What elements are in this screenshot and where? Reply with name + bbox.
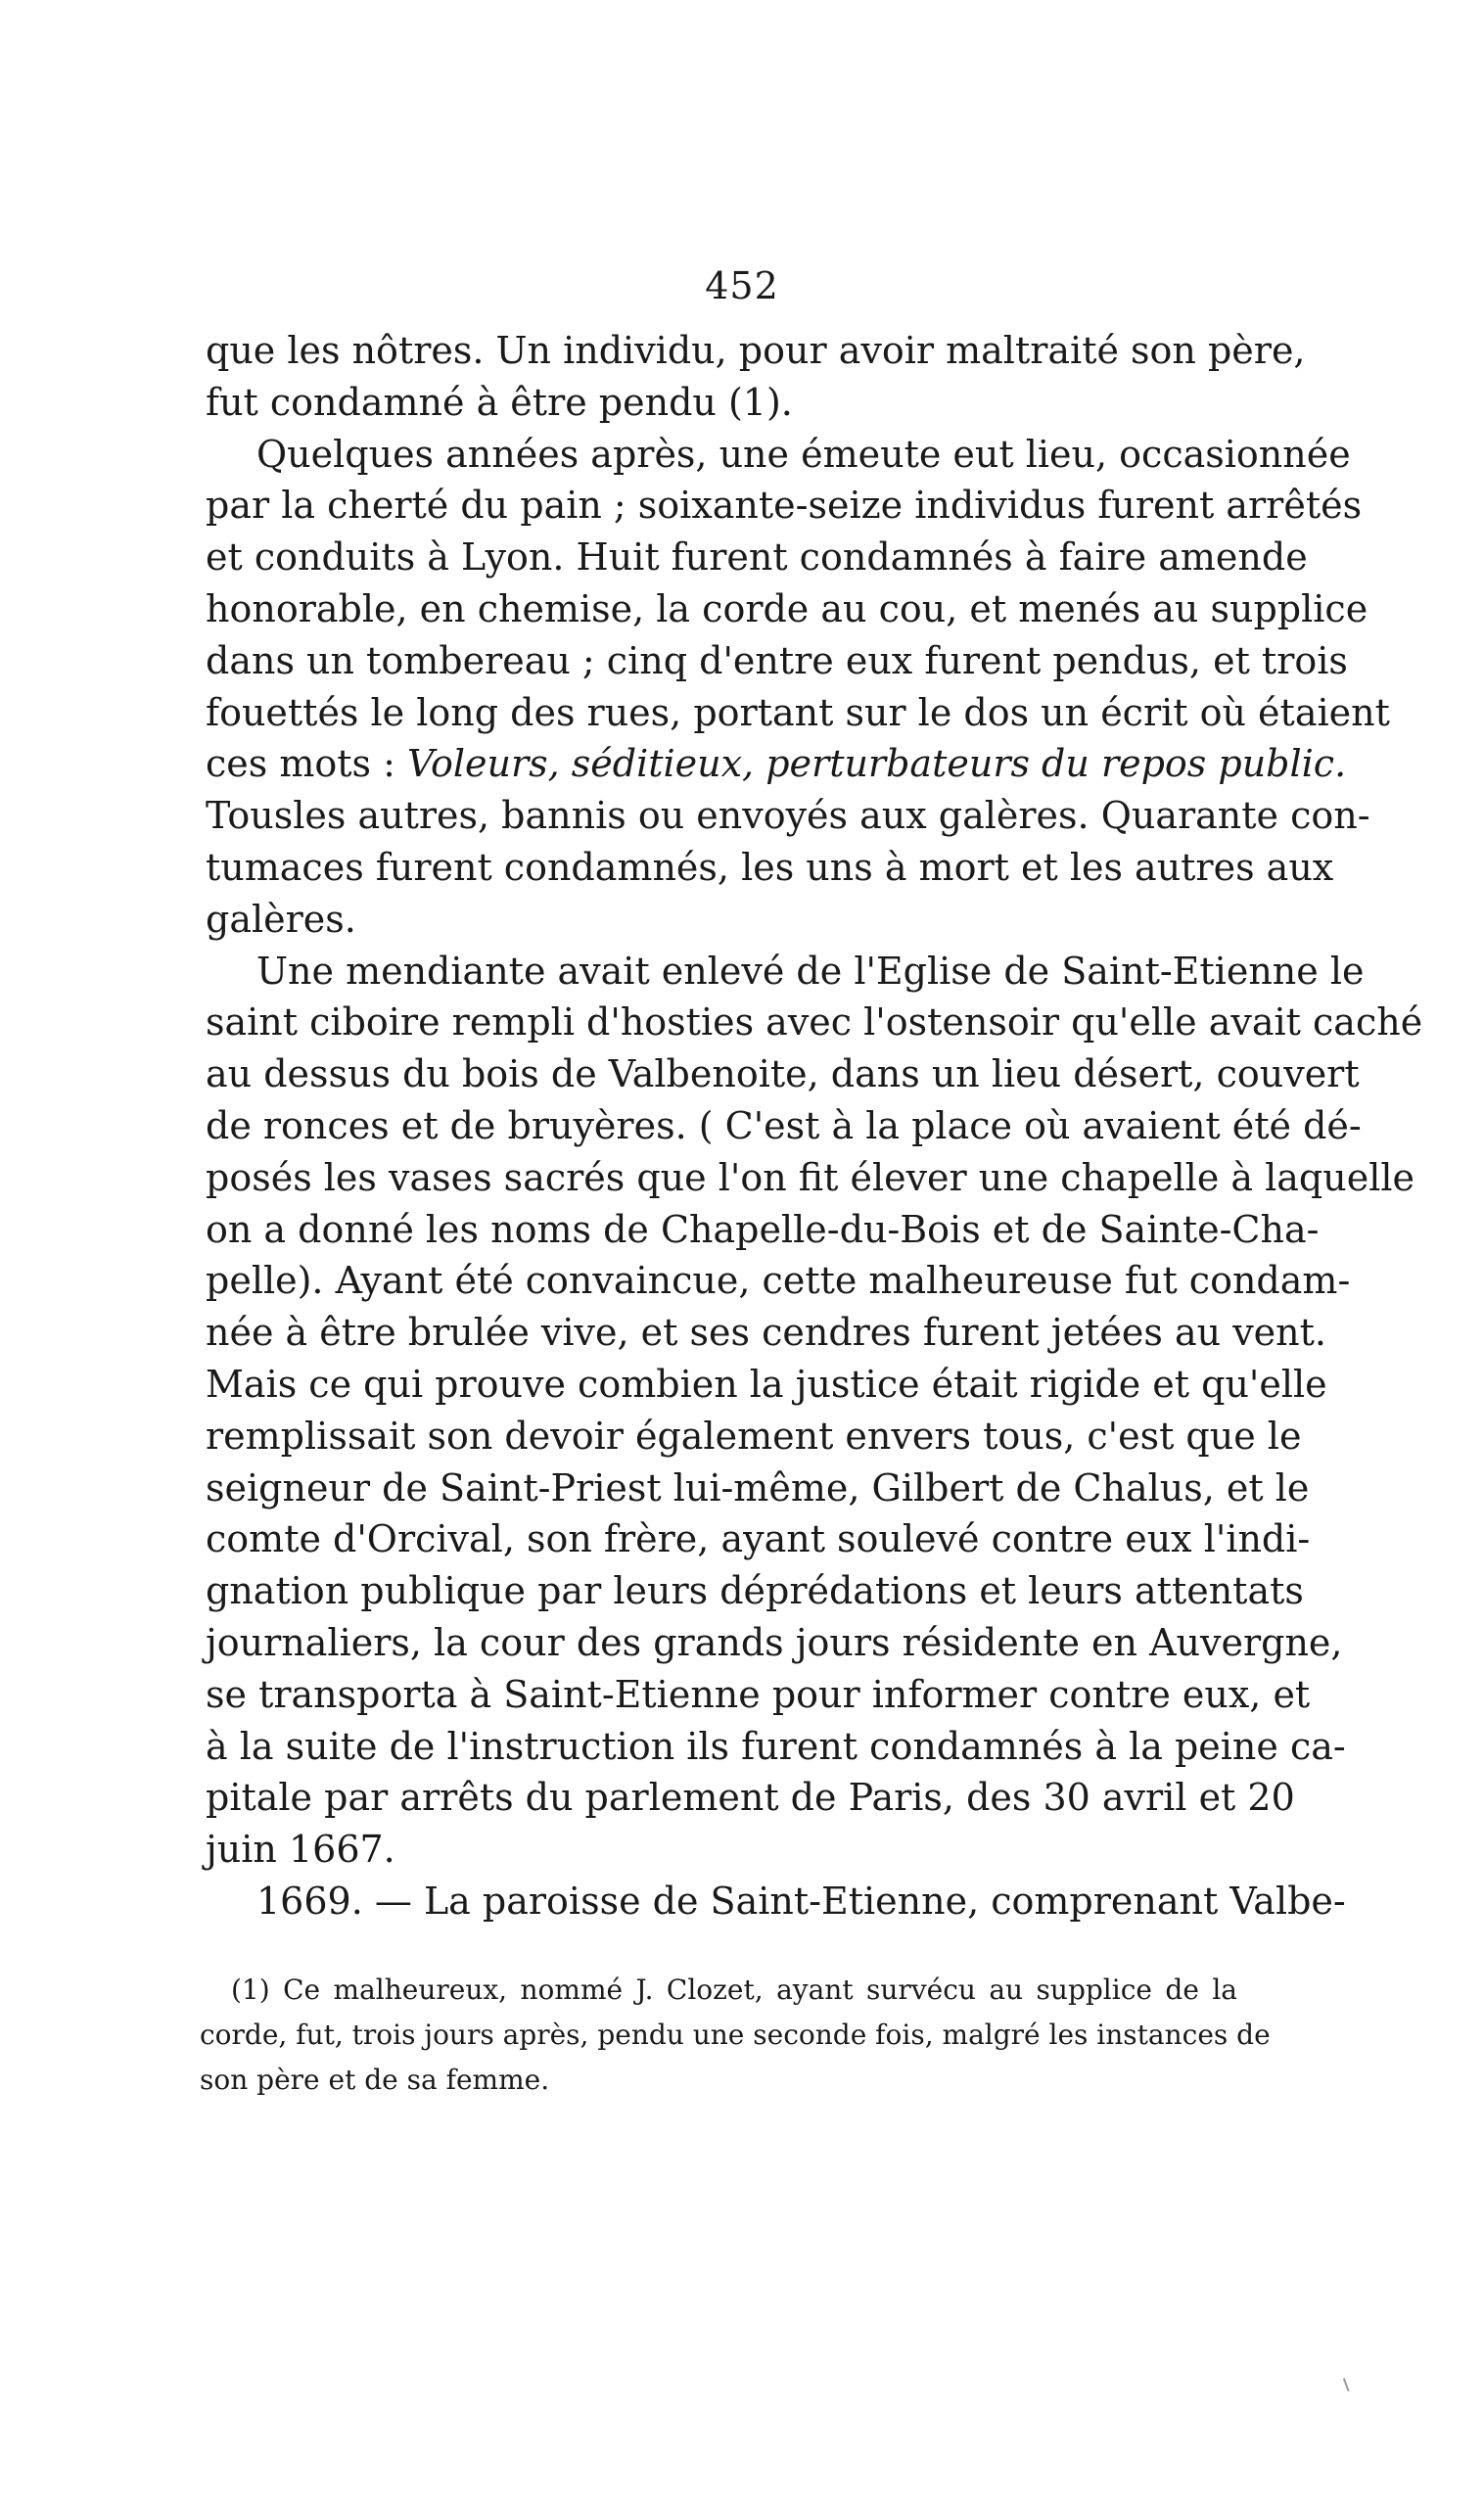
text-line-lead: ces mots : — [206, 742, 407, 786]
text-line: journaliers, la cour des grands jours résidente en Auvergne, — [206, 1620, 1343, 1664]
text-line: pelle). Ayant été convaincue, cette malheureuse fut condam- — [206, 1259, 1351, 1303]
text-line: saint ciboire rempli d'hosties avec l'ostensoir qu'elle avait caché — [206, 1000, 1423, 1045]
text-line: 1669. — La paroisse de Saint-Etienne, comprenant Valbe- — [256, 1879, 1346, 1923]
text-line: fouettés le long des rues, portant sur le dos un écrit où étaient — [206, 690, 1390, 734]
text-line: se transporta à Saint-Etienne pour informer contre eux, et — [206, 1672, 1311, 1716]
footnote-line: corde, fut, trois jours après, pendu une seconde fois, malgré les instances de — [200, 2019, 1271, 2051]
text-line: que les nôtres. Un individu, pour avoir maltraité son père, — [206, 329, 1306, 372]
text-line: fut condamné à être pendu (1). — [206, 380, 793, 424]
text-line: à la suite de l'instruction ils furent condamnés à la peine ca- — [206, 1724, 1346, 1768]
text-line: honorable, en chemise, la corde au cou, et menés au supplice — [206, 586, 1368, 630]
text-line: née à être brulée vive, et ses cendres furent jetées au vent. — [206, 1311, 1326, 1355]
text-line: juin 1667. — [206, 1828, 395, 1872]
text-line — [206, 738, 1347, 790]
text-line: gnation publique par leurs déprédations et leurs attentats — [206, 1569, 1304, 1613]
text-line: et conduits à Lyon. Huit furent condamnés à faire amende — [206, 535, 1308, 580]
main-text — [206, 325, 1423, 1927]
italic-quote: Voleurs, séditieux, perturbateurs du repos public. — [407, 742, 1347, 786]
text-line: remplissait son devoir également envers tous, c'est que le — [206, 1414, 1302, 1458]
text-line: galères. — [206, 897, 356, 941]
footnote-line: (1) Ce malheureux, nommé J. Clozet, ayant survécu au supplice de la — [231, 1974, 1237, 2006]
text-line: de ronces et de bruyères. ( C'est à la place où avaient été dé- — [206, 1103, 1362, 1147]
text-line: Quelques années après, une émeute eut lieu, occasionnée — [256, 432, 1351, 476]
text-line: tumaces furent condamnés, les uns à mort et les autres aux — [206, 845, 1334, 889]
text-line: par la cherté du pain ; soixante-seize individus furent arrêtés — [206, 484, 1363, 528]
page-number: 452 — [705, 264, 779, 307]
text-line: posés les vases sacrés que l'on fit élever une chapelle à laquelle — [206, 1155, 1415, 1199]
footnote — [200, 1968, 1271, 2103]
text-line: au dessus du bois de Valbenoite, dans un lieu désert, couvert — [206, 1052, 1360, 1096]
text-line: Tousles autres, bannis ou envoyés aux galères. Quarante con- — [206, 794, 1370, 838]
stray-mark — [1343, 2376, 1355, 2392]
text-line: Une mendiante avait enlevé de l'Eglise de Saint-Etienne le — [256, 949, 1365, 993]
text-line: Mais ce qui prouve combien la justice était rigide et qu'elle — [206, 1362, 1327, 1406]
footnote-line: son père et de sa femme. — [200, 2064, 550, 2096]
text-line: comte d'Orcival, son frère, ayant soulevé contre eux l'indi- — [206, 1517, 1311, 1561]
text-line: on a donné les noms de Chapelle-du-Bois et de Sainte-Cha- — [206, 1207, 1320, 1251]
text-line: seigneur de Saint-Priest lui-même, Gilbert de Chalus, et le — [206, 1465, 1310, 1509]
text-line: dans un tombereau ; cinq d'entre eux furent pendus, et trois — [206, 638, 1348, 682]
text-line: pitale par arrêts du parlement de Paris, des 30 avril et 20 — [206, 1776, 1295, 1820]
